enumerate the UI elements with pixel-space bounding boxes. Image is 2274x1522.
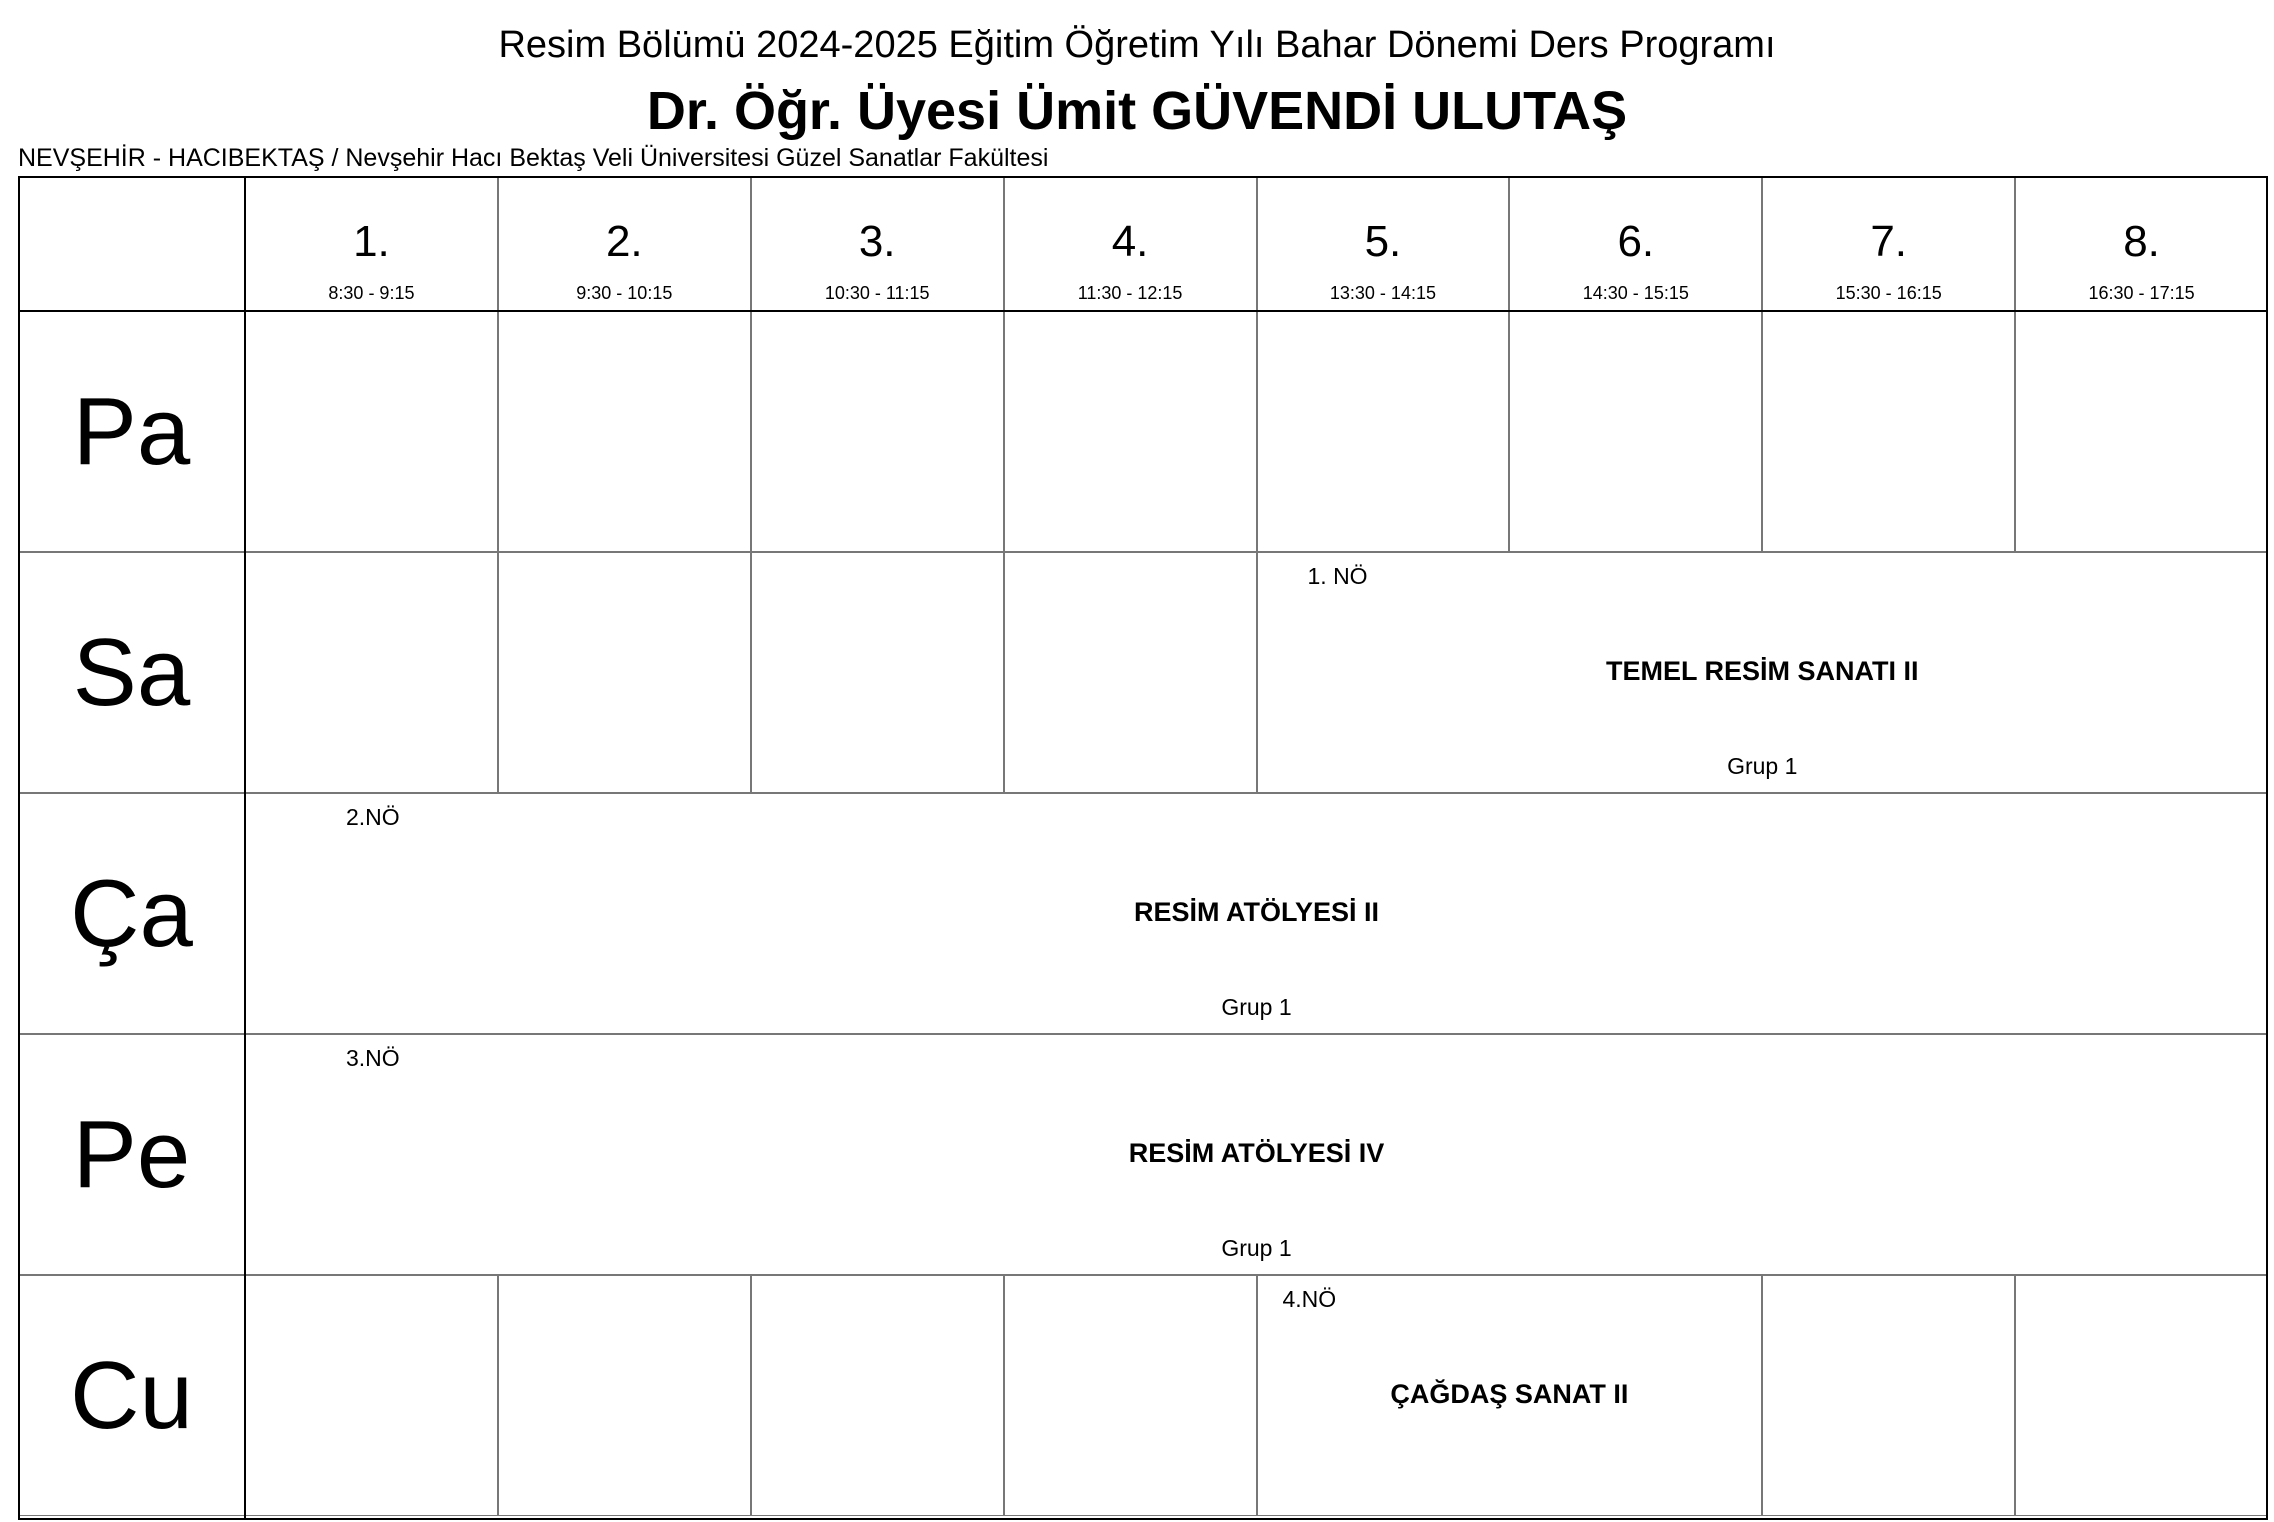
period-number: 8. [2123,217,2160,266]
teacher-name: Dr. Öğr. Üyesi Ümit GÜVENDİ ULUTAŞ [646,81,1628,141]
slot-cell [1509,311,1762,552]
slot-cell [1004,552,1257,793]
period-time: 15:30 - 16:15 [1835,283,1942,303]
slot-cell [1762,311,2015,552]
period-number: 5. [1364,217,1402,266]
course-code: 3.NÖ [346,1045,400,1071]
slot-cell [751,1275,1004,1516]
slot-cell [2015,1275,2268,1516]
slot-cell [245,311,498,552]
slot-cell [751,552,1004,793]
day-label: Pa [18,311,245,552]
slot-cell [498,1275,751,1516]
corner-cell [18,176,245,311]
slot-cell [1762,1275,2015,1516]
course-block [245,1034,2268,1275]
slot-cell [498,552,751,793]
period-time: 8:30 - 9:15 [328,283,415,303]
slot-cell [498,311,751,552]
period-time: 16:30 - 17:15 [2088,283,2195,303]
period-time: 10:30 - 11:15 [824,283,930,303]
schedule-title: Resim Bölümü 2024-2025 Eğitim Öğretim Yılı Bahar Dönemi Ders Programı [498,24,1776,66]
location-line: NEVŞEHİR - HACIBEKTAŞ / Nevşehir Hacı Bektaş Veli Üniversitesi Güzel Sanatlar Fakültesi [18,144,1049,172]
slot-cell [245,552,498,793]
course-name: ÇAĞDAŞ SANAT II [1390,1379,1629,1409]
day-divider [244,176,246,1520]
slot-cell [1004,311,1257,552]
period-time: 14:30 - 15:15 [1582,283,1689,303]
day-label: Sa [18,552,245,793]
day-label: Pe [18,1034,245,1275]
period-number: 1. [353,217,390,266]
period-header [245,176,498,311]
period-number: 3. [858,217,896,266]
course-group: Grup 1 [1727,753,1798,779]
course-block [1257,552,2269,793]
course-name: TEMEL RESİM SANATI II [1605,656,1919,686]
period-header [1257,176,1510,311]
course-name: RESİM ATÖLYESİ IV [1128,1138,1385,1168]
course-block [1257,1275,1763,1516]
period-number: 6. [1617,217,1655,266]
period-header [1762,176,2015,311]
slot-cell [2015,311,2268,552]
period-header [1509,176,1762,311]
period-header [751,176,1004,311]
slot-cell [1257,311,1510,552]
course-block [245,793,2268,1034]
period-header [498,176,751,311]
day-label: Ça [18,793,245,1034]
day-label: Cu [18,1275,245,1516]
course-code: 4.NÖ [1282,1286,1337,1312]
header-divider [18,310,2268,312]
slot-cell [245,1275,498,1516]
period-header [1004,176,1257,311]
course-code: 1. NÖ [1307,563,1368,589]
period-time: 9:30 - 10:15 [576,283,673,303]
course-code: 2.NÖ [346,804,400,830]
period-number: 4. [1111,217,1149,266]
period-number: 2. [605,217,643,266]
course-group: Grup 1 [1221,994,1292,1020]
course-name: RESİM ATÖLYESİ II [1133,897,1380,927]
slot-cell [751,311,1004,552]
period-number: 7. [1870,217,1908,266]
period-time: 13:30 - 14:15 [1329,283,1436,303]
slot-cell [1004,1275,1257,1516]
period-header [2015,176,2268,311]
period-time: 11:30 - 12:15 [1077,283,1183,303]
course-group: Grup 1 [1221,1235,1292,1261]
